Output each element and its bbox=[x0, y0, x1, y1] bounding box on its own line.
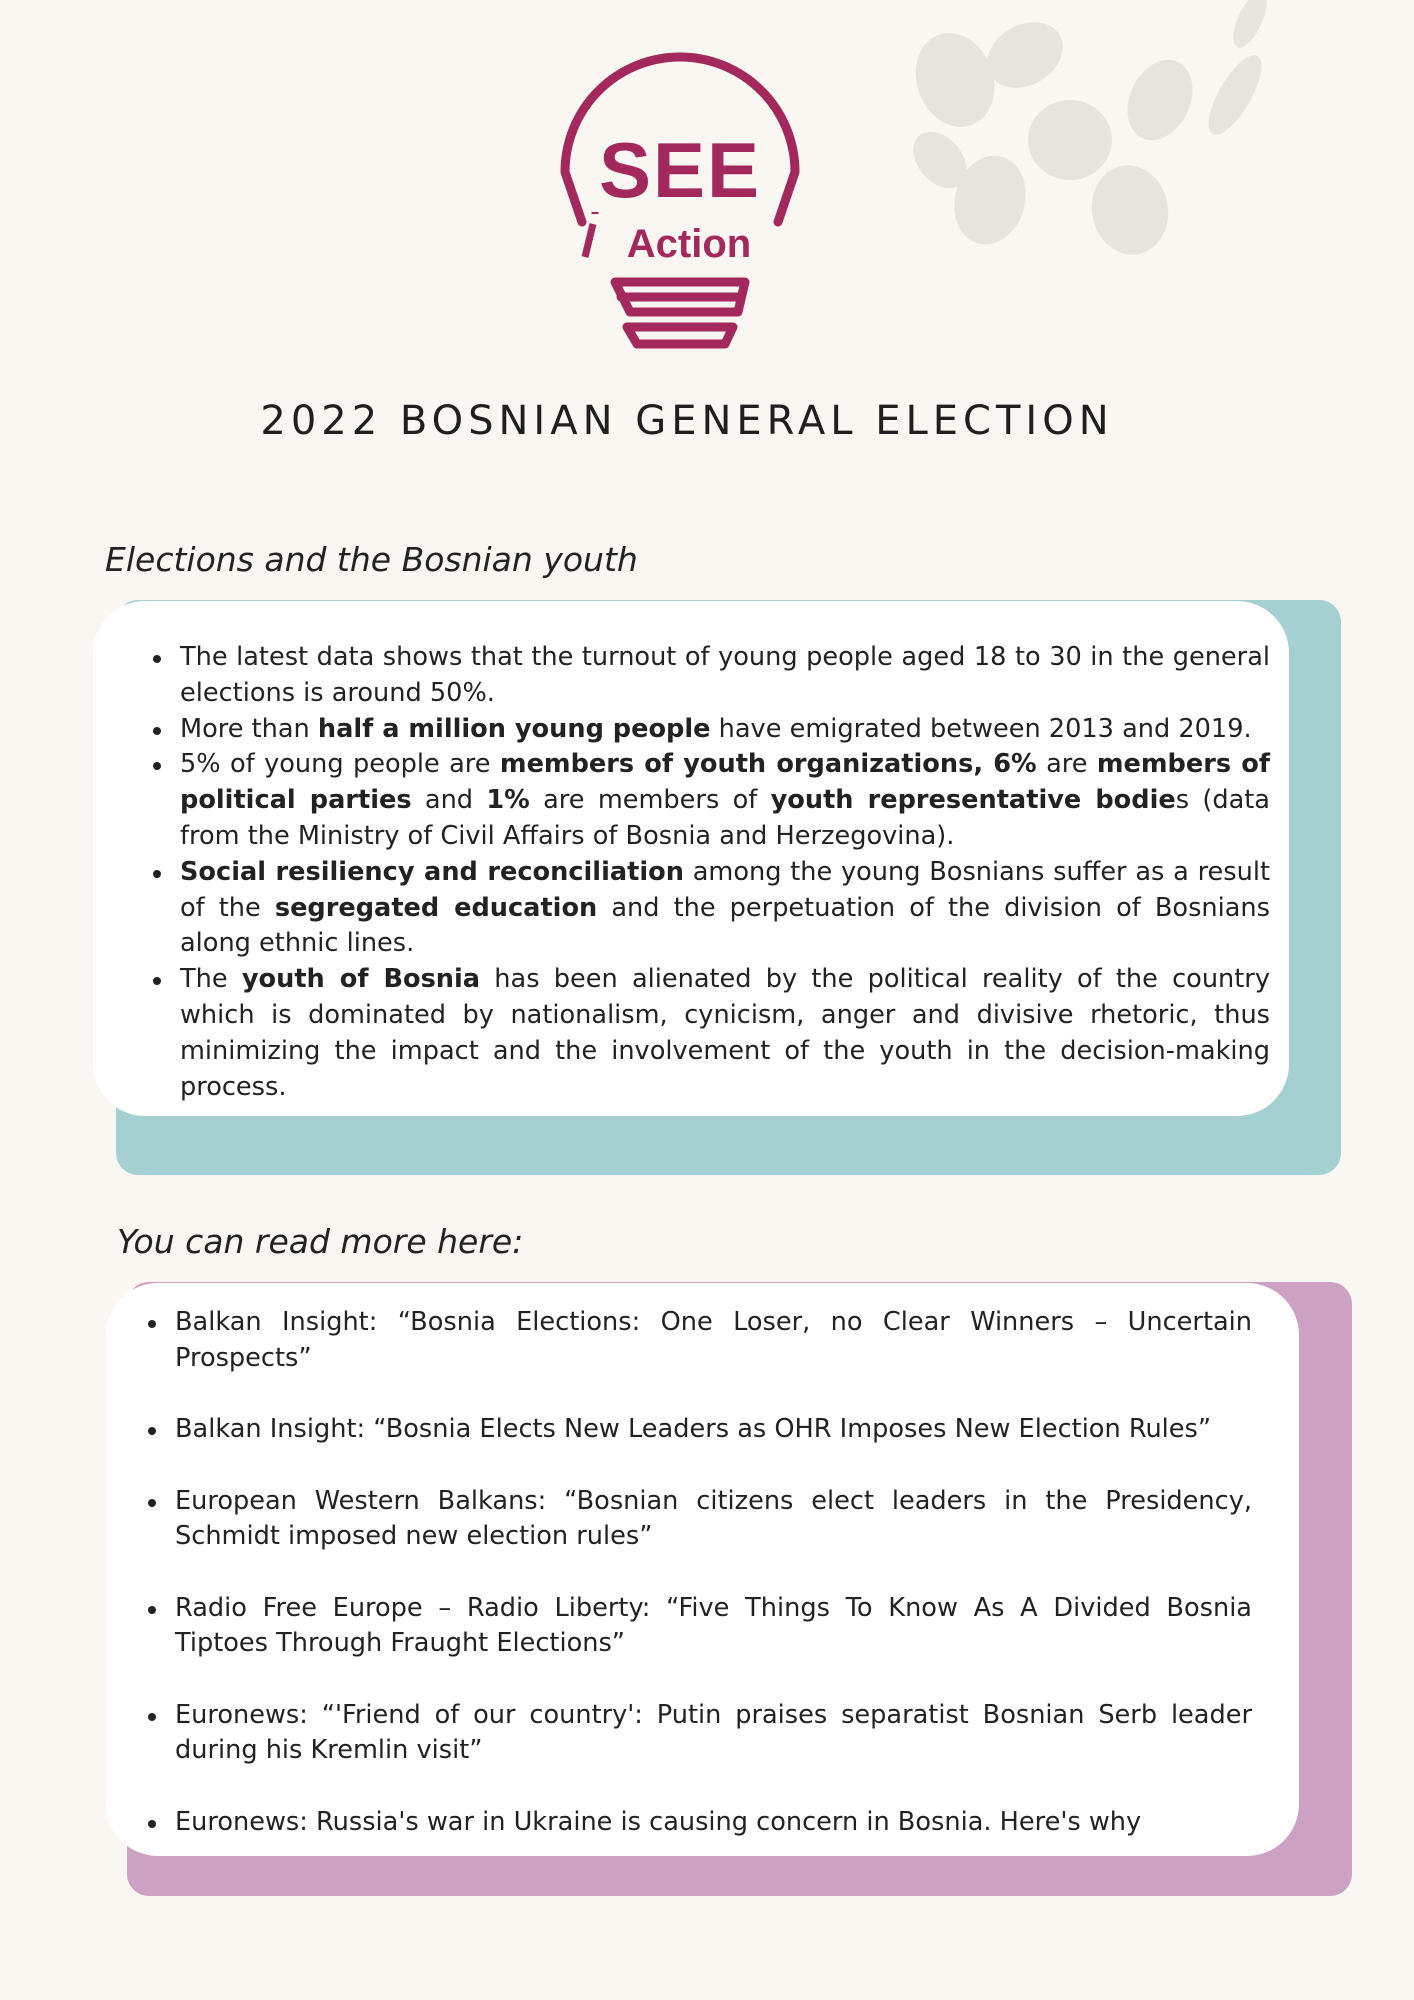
read-more-link[interactable]: European Western Balkans: “Bosnian citizens elect leaders in the Presidency, Schmidt imposed new election rules” bbox=[175, 1484, 1252, 1555]
fact-text: are bbox=[1036, 749, 1097, 780]
fact-bold-text: members of political parties bbox=[180, 749, 1270, 816]
fact-bold-text: segregated education bbox=[274, 892, 598, 923]
fact-text: 5% of young people are bbox=[180, 749, 500, 780]
fact-bullet bbox=[180, 712, 1270, 748]
fact-text: The bbox=[180, 964, 242, 995]
fact-bold-text: youth of Bosnia bbox=[241, 964, 481, 995]
fact-bold-text: 1% bbox=[486, 785, 530, 816]
fact-bullet bbox=[180, 855, 1270, 962]
youth-facts-list bbox=[180, 640, 1270, 1105]
fact-text: and the perpetuation of the division of Bosnians along ethnic lines. bbox=[180, 892, 1270, 959]
see-in-action-logo bbox=[555, 52, 805, 352]
logo-text-action: Action bbox=[626, 222, 752, 266]
fact-bold-text: half a million young people bbox=[317, 713, 711, 744]
read-more-links-list bbox=[175, 1305, 1252, 1876]
fact-bold-text: youth representative bodie bbox=[770, 785, 1176, 816]
read-more-link[interactable]: Balkan Insight: “Bosnia Elections: One Loser, no Clear Winners – Uncertain Prospects” bbox=[175, 1305, 1252, 1376]
section-heading-youth: Elections and the Bosnian youth bbox=[105, 540, 638, 579]
fact-text: The latest data shows that the turnout of young people aged 18 to 30 in the general elections is around 50%. bbox=[180, 642, 1270, 708]
leaf-shadow-decoration bbox=[880, 0, 1300, 280]
fact-text: and bbox=[411, 785, 487, 816]
fact-text: among the young Bosnians suffer as a result of the bbox=[180, 856, 1270, 923]
fact-text: s (data from the Ministry of Civil Affairs of Bosnia and Herzegovina). bbox=[180, 785, 1270, 851]
fact-bold-text: Social resiliency and reconciliation bbox=[180, 856, 684, 887]
page-title: 2022 BOSNIAN GENERAL ELECTION bbox=[260, 398, 1114, 444]
read-more-link[interactable]: Radio Free Europe – Radio Liberty: “Five Things To Know As A Divided Bosnia Tiptoes Through Fraught Elections” bbox=[175, 1591, 1252, 1662]
fact-text: have emigrated between 2013 and 2019. bbox=[710, 713, 1252, 744]
read-more-link[interactable]: Euronews: Russia's war in Ukraine is causing concern in Bosnia. Here's why bbox=[175, 1805, 1252, 1841]
fact-bold-text: members of youth organizations, 6% bbox=[499, 749, 1037, 780]
read-more-link[interactable]: Balkan Insight: “Bosnia Elects New Leaders as OHR Imposes New Election Rules” bbox=[175, 1412, 1252, 1448]
fact-bullet bbox=[180, 747, 1270, 854]
fact-bullet bbox=[180, 962, 1270, 1105]
fact-text: are members of bbox=[529, 785, 771, 816]
read-more-link[interactable]: Euronews: “'Friend of our country': Putin praises separatist Bosnian Serb leader during his Kremlin visit” bbox=[175, 1698, 1252, 1769]
fact-text: has been alienated by the political reality of the country which is dominated by nationalism, cynicism, anger and divisive rhetoric, thus minimizing the impact and the involvement of the youth in the decision-making process. bbox=[180, 964, 1270, 1102]
section-heading-read-more: You can read more here: bbox=[117, 1222, 524, 1261]
logo-text-see: SEE bbox=[598, 126, 762, 214]
fact-text: More than bbox=[180, 713, 318, 744]
fact-bullet bbox=[180, 640, 1270, 712]
